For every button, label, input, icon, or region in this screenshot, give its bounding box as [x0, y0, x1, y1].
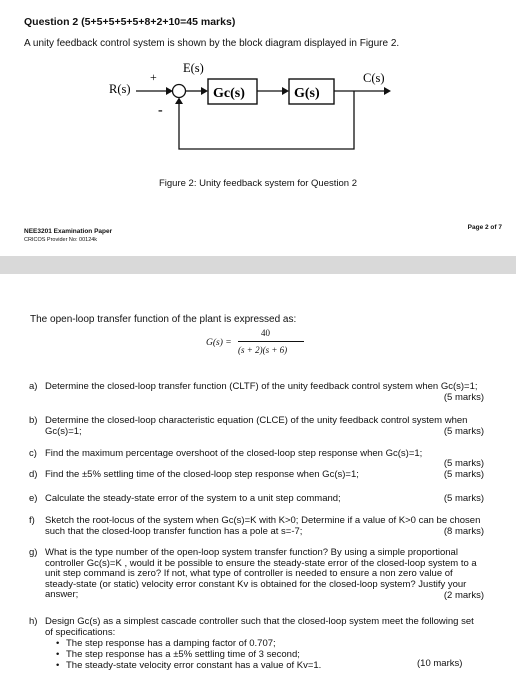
question-marks: (5 marks)	[443, 458, 484, 469]
question-marks: (8 marks)	[440, 527, 484, 538]
equation-lhs: G(s) =	[206, 338, 232, 348]
fraction-bar	[238, 341, 304, 342]
question-f	[29, 516, 484, 538]
question-label: c)	[29, 448, 37, 459]
question-text: Sketch the root-locus of the system when Gc(s)=K with K>0; Determine if a value of K>0 can be chosen such that the closed-loop transfer function has a pole at s=-7;	[45, 515, 481, 537]
minus-sign: -	[158, 103, 163, 118]
question-b	[29, 416, 484, 438]
exam-page-3	[0, 274, 516, 700]
footer-exam-title: NEE3201 Examination Paper	[24, 228, 113, 235]
error-arrow	[201, 87, 208, 95]
output-arrow	[384, 87, 391, 95]
question-h-marks: (10 marks)	[417, 658, 463, 669]
question-marks: (2 marks)	[440, 591, 484, 602]
question-label: g)	[29, 547, 38, 558]
control-arrow	[282, 87, 289, 95]
question-label: h)	[29, 616, 38, 627]
question-label: b)	[29, 415, 38, 426]
exam-page-2	[0, 0, 516, 256]
question-text: Find the maximum percentage overshoot of the closed-loop step response when Gc(s)=1;	[45, 448, 423, 459]
input-label: R(s)	[109, 82, 131, 96]
question-text: What is the type number of the open-loop system transfer function? By using a simple proportional controller Gc(s)=K , would it be possible to ensure the steady-state error of the closed-loop system to a unit step command is zero? If not, what type of controller is needed to ensure a non zero value of steady-state (or static) velocity error constant Kv is obtained for the closed-loop system? Justify your answer;	[45, 547, 477, 601]
question-d	[29, 470, 484, 482]
question-e	[29, 494, 484, 506]
question-c	[29, 449, 484, 469]
question-marks: (5 marks)	[443, 426, 484, 437]
question-text: Determine the closed-loop transfer function (CLTF) of the unity feedback control system when Gc(s)=1;	[45, 381, 478, 392]
question-text: Find the ±5% settling time of the closed-loop step response when Gc(s)=1;	[45, 469, 359, 480]
question-intro: A unity feedback control system is shown by the block diagram displayed in Figure 2.	[24, 38, 400, 49]
question-title: Question 2 (5+5+5+5+5+8+2+10=45 marks)	[24, 16, 236, 28]
question-g	[29, 548, 484, 608]
equation-denominator: (s + 2)(s + 6)	[238, 345, 288, 355]
block-diagram	[0, 50, 516, 174]
plant-intro: The open-loop transfer function of the plant is expressed as:	[30, 314, 297, 325]
spec-bullet-damping: • The step response has a damping factor of 0.707;	[66, 638, 276, 649]
question-label: f)	[29, 515, 35, 526]
question-text: Determine the closed-loop characteristic equation (CLCE) of the unity feedback control system when Gc(s)=1;	[45, 415, 468, 437]
plus-sign: +	[150, 70, 157, 84]
summing-junction	[173, 85, 186, 98]
equation-numerator: 40	[261, 328, 270, 338]
question-label: d)	[29, 469, 38, 480]
question-h	[29, 617, 484, 639]
page-number: Page 2 of 7	[467, 224, 502, 231]
question-a	[29, 382, 484, 404]
footer-cricos: CRICOS Provider No: 00124k	[24, 237, 98, 243]
feedback-arrow	[175, 98, 183, 105]
question-marks: (5 marks)	[443, 493, 484, 504]
question-marks: (5 marks)	[443, 392, 484, 403]
question-text: Calculate the steady-state error of the system to a unit step command;	[45, 493, 341, 504]
output-label: C(s)	[363, 71, 385, 85]
question-label: a)	[29, 381, 38, 392]
spec-bullet-kv: • The steady-state velocity error constant has a value of Kv=1.	[66, 660, 321, 671]
question-label: e)	[29, 493, 38, 504]
spec-bullet-settling: • The step response has a ±5% settling time of 3 second;	[66, 649, 300, 660]
error-label: E(s)	[183, 61, 204, 75]
question-text: Design Gc(s) as a simplest cascade controller such that the closed-loop system meet the following set of specifications:	[45, 616, 474, 638]
controller-label: Gc(s)	[213, 86, 245, 101]
question-marks: (5 marks)	[443, 469, 484, 480]
figure-caption: Figure 2: Unity feedback system for Question 2	[158, 178, 357, 189]
plant-label: G(s)	[294, 86, 320, 101]
